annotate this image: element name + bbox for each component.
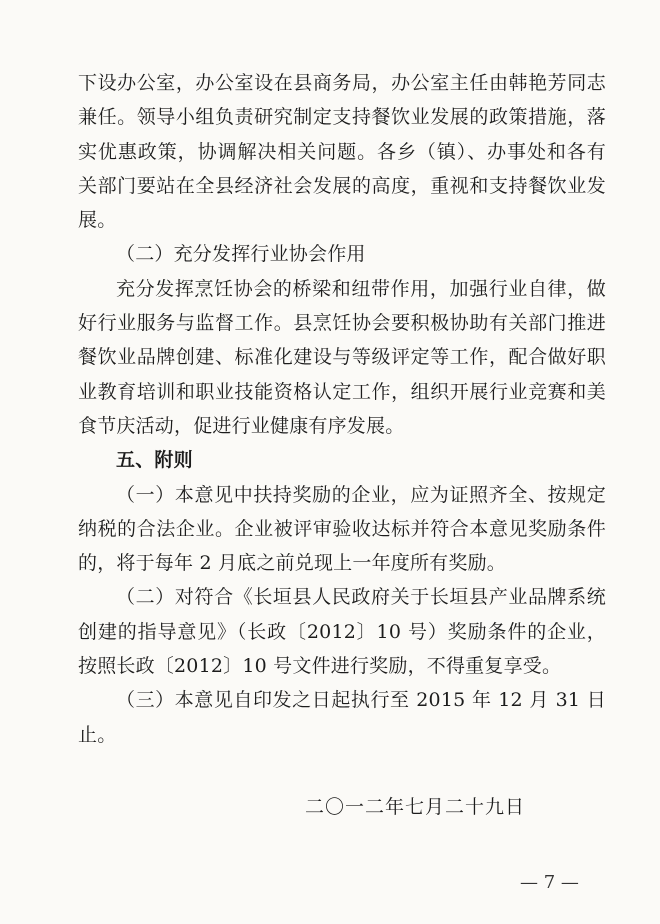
document-body — [78, 66, 606, 752]
paragraph-industry-association: 充分发挥烹饪协会的桥梁和纽带作用，加强行业自律，做好行业服务与监督工作。县烹饪协会要积极协助有关部门推进餐饮业品牌创建、标准化建设与等级评定等工作，配合做好职业教育培训和职业技能资格认定工作，组织开展行业竞赛和美食节庆活动，促进行业健康有序发展。 — [78, 277, 606, 437]
section-heading-industry-association: （二）充分发挥行业协会作用 — [116, 243, 366, 266]
paragraph-provision-three: （三）本意见自印发之日起执行至 2015 年 12 月 31 日止。 — [78, 689, 606, 746]
page-number: — 7 — — [520, 872, 579, 893]
paragraph-leading-office: 下设办公室，办公室设在县商务局，办公室主任由韩艳芳同志兼任。领导小组负责研究制定支持餐饮业发展的政策措施，落实优惠政策，协调解决相关问题。各乡（镇）、办事处和各有关部门要站在全县经济社会发展的高度，重视和支持餐饮业发展。 — [78, 72, 606, 232]
paragraph-provision-two: （二）对符合《长垣县人民政府关于长垣县产业品牌系统创建的指导意见》（长政〔2012〕10 号）奖励条件的企业，按照长政〔2012〕10 号文件进行奖励，不得重复享受。 — [78, 586, 606, 678]
section-heading-supplementary-provisions: 五、附则 — [116, 449, 193, 472]
paragraph-provision-one: （一）本意见中扶持奖励的企业，应为证照齐全、按规定纳税的合法企业。企业被评审验收达标并符合本意见奖励条件的，将于每年 2 月底之前兑现上一年度所有奖励。 — [78, 483, 606, 575]
document-date: 二〇一二年七月二十九日 — [305, 796, 526, 818]
